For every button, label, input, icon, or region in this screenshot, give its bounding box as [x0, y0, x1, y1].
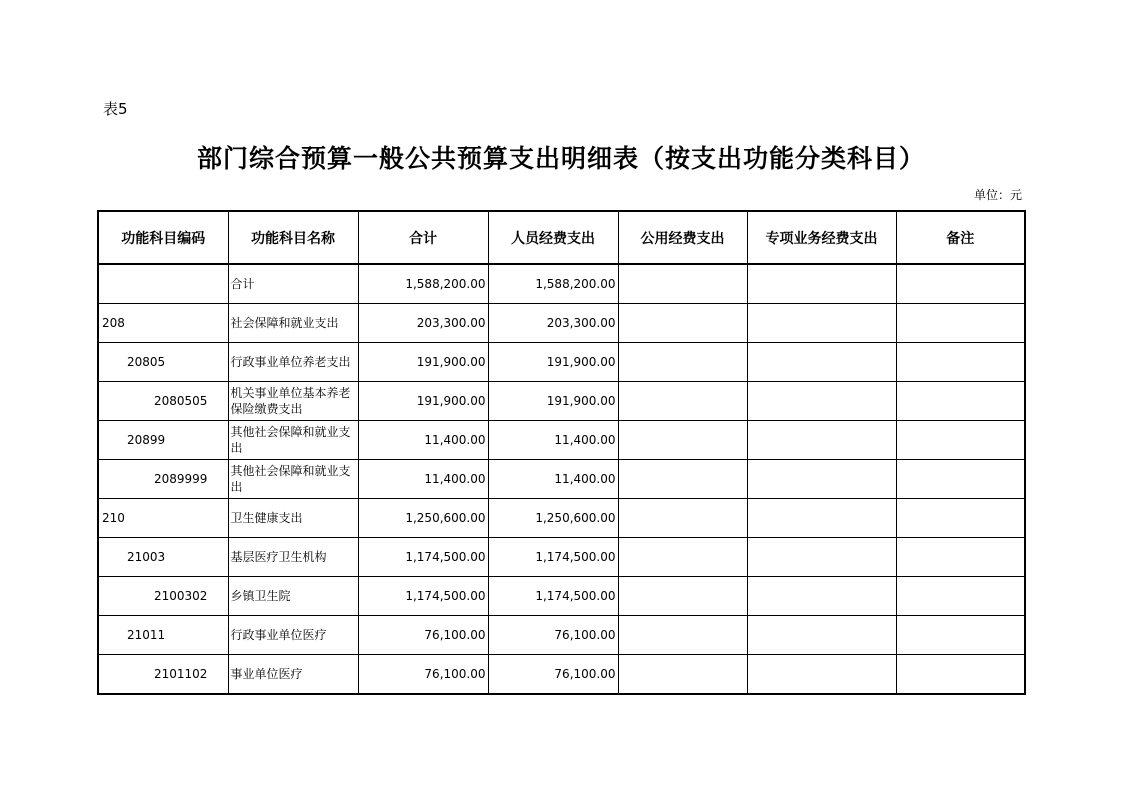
cell-personnel: 11,400.00	[488, 421, 618, 460]
cell-personnel: 191,900.00	[488, 382, 618, 421]
cell-public	[618, 655, 747, 695]
cell-public	[618, 577, 747, 616]
table-header-row	[98, 211, 1025, 264]
column-header: 备注	[896, 211, 1025, 264]
cell-total: 191,900.00	[358, 343, 488, 382]
cell-special	[747, 577, 896, 616]
cell-name: 卫生健康支出	[228, 499, 358, 538]
cell-special	[747, 499, 896, 538]
cell-public	[618, 499, 747, 538]
cell-total: 11,400.00	[358, 460, 488, 499]
cell-personnel: 1,174,500.00	[488, 538, 618, 577]
cell-public	[618, 421, 747, 460]
cell-name: 其他社会保障和就业支出	[228, 460, 358, 499]
cell-total: 1,174,500.00	[358, 577, 488, 616]
table-row	[98, 421, 1025, 460]
table-row	[98, 499, 1025, 538]
cell-personnel: 11,400.00	[488, 460, 618, 499]
cell-special	[747, 538, 896, 577]
table-row	[98, 343, 1025, 382]
cell-personnel: 76,100.00	[488, 655, 618, 695]
cell-remark	[896, 577, 1025, 616]
cell-total: 76,100.00	[358, 616, 488, 655]
cell-public	[618, 264, 747, 304]
cell-public	[618, 343, 747, 382]
cell-special	[747, 460, 896, 499]
table-row	[98, 616, 1025, 655]
cell-special	[747, 655, 896, 695]
table-row	[98, 460, 1025, 499]
cell-special	[747, 382, 896, 421]
column-header: 功能科目名称	[228, 211, 358, 264]
table-row	[98, 577, 1025, 616]
cell-personnel: 1,588,200.00	[488, 264, 618, 304]
cell-personnel: 76,100.00	[488, 616, 618, 655]
cell-remark	[896, 264, 1025, 304]
cell-name: 社会保障和就业支出	[228, 304, 358, 343]
cell-total: 11,400.00	[358, 421, 488, 460]
cell-special	[747, 304, 896, 343]
column-header: 人员经费支出	[488, 211, 618, 264]
cell-remark	[896, 616, 1025, 655]
cell-code: 21011	[98, 616, 228, 655]
cell-special	[747, 264, 896, 304]
cell-special	[747, 421, 896, 460]
cell-total: 1,588,200.00	[358, 264, 488, 304]
cell-special	[747, 343, 896, 382]
cell-personnel: 1,174,500.00	[488, 577, 618, 616]
cell-code: 21003	[98, 538, 228, 577]
cell-name: 乡镇卫生院	[228, 577, 358, 616]
cell-personnel: 203,300.00	[488, 304, 618, 343]
cell-public	[618, 382, 747, 421]
budget-table	[97, 210, 1026, 695]
table-number: 表5	[103, 100, 128, 118]
cell-code: 20899	[98, 421, 228, 460]
cell-name: 机关事业单位基本养老保险缴费支出	[228, 382, 358, 421]
cell-remark	[896, 421, 1025, 460]
cell-remark	[896, 499, 1025, 538]
cell-remark	[896, 382, 1025, 421]
cell-public	[618, 304, 747, 343]
cell-name: 行政事业单位医疗	[228, 616, 358, 655]
cell-code: 20805	[98, 343, 228, 382]
cell-name: 其他社会保障和就业支出	[228, 421, 358, 460]
table-row	[98, 304, 1025, 343]
unit-label: 单位：元	[973, 188, 1022, 202]
cell-name: 合计	[228, 264, 358, 304]
column-header: 功能科目编码	[98, 211, 228, 264]
cell-total: 191,900.00	[358, 382, 488, 421]
cell-code: 208	[98, 304, 228, 343]
cell-name: 基层医疗卫生机构	[228, 538, 358, 577]
cell-remark	[896, 538, 1025, 577]
cell-code: 210	[98, 499, 228, 538]
cell-public	[618, 538, 747, 577]
cell-public	[618, 616, 747, 655]
cell-code	[98, 264, 228, 304]
table-row	[98, 264, 1025, 304]
cell-remark	[896, 460, 1025, 499]
cell-personnel: 191,900.00	[488, 343, 618, 382]
cell-name: 行政事业单位养老支出	[228, 343, 358, 382]
cell-total: 76,100.00	[358, 655, 488, 695]
cell-code: 2080505	[98, 382, 228, 421]
table-row	[98, 538, 1025, 577]
cell-remark	[896, 304, 1025, 343]
cell-total: 203,300.00	[358, 304, 488, 343]
table-body	[98, 264, 1025, 694]
cell-code: 2089999	[98, 460, 228, 499]
cell-code: 2100302	[98, 577, 228, 616]
table-row	[98, 655, 1025, 695]
cell-code: 2101102	[98, 655, 228, 695]
column-header: 专项业务经费支出	[747, 211, 896, 264]
column-header: 公用经费支出	[618, 211, 747, 264]
cell-special	[747, 616, 896, 655]
column-header: 合计	[358, 211, 488, 264]
table-row	[98, 382, 1025, 421]
cell-total: 1,250,600.00	[358, 499, 488, 538]
cell-public	[618, 460, 747, 499]
cell-name: 事业单位医疗	[228, 655, 358, 695]
cell-remark	[896, 343, 1025, 382]
cell-total: 1,174,500.00	[358, 538, 488, 577]
cell-personnel: 1,250,600.00	[488, 499, 618, 538]
cell-remark	[896, 655, 1025, 695]
page-title: 部门综合预算一般公共预算支出明细表（按支出功能分类科目）	[196, 144, 925, 173]
